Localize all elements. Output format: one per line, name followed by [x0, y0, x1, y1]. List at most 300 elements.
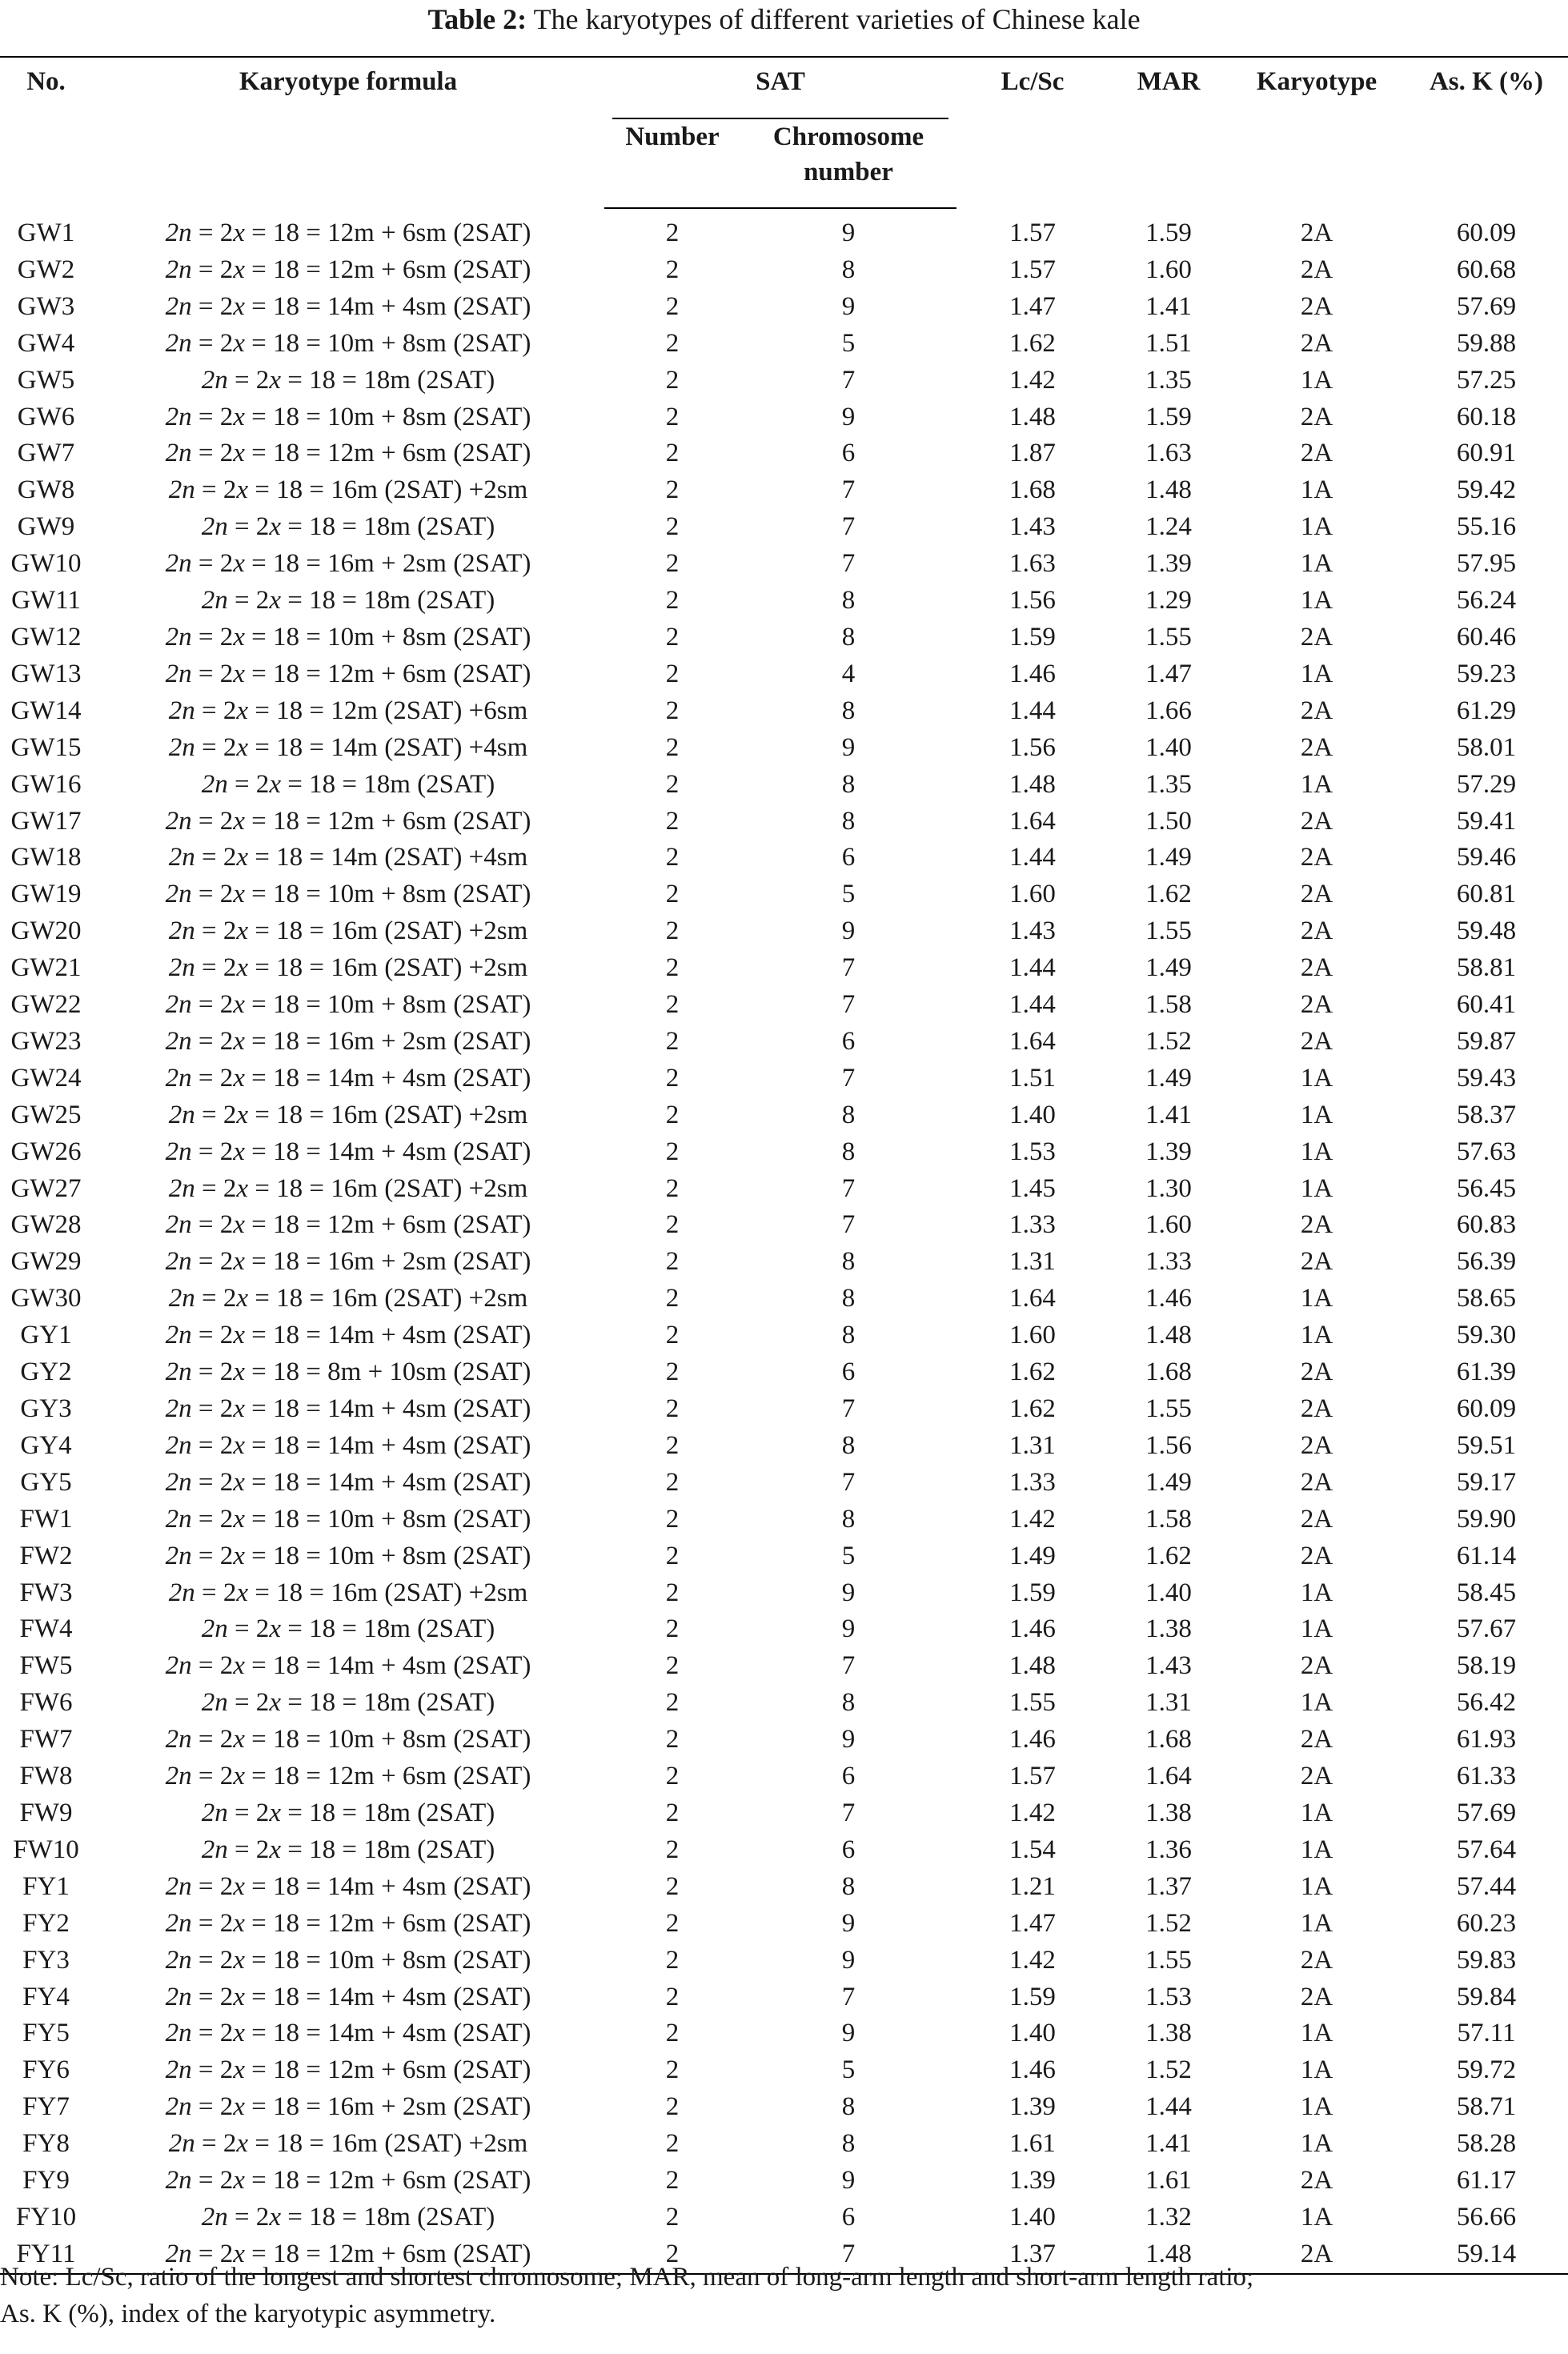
table-row: [0, 435, 1568, 472]
cell-karyotype: 1A: [1300, 769, 1333, 799]
formula-part: = 18 =: [244, 1504, 328, 1534]
formula-part: = 18 =: [244, 622, 328, 652]
formula-part: 2n: [168, 916, 195, 946]
formula-part: = 18 =: [248, 1173, 331, 1203]
formula-part: = 18 =: [244, 328, 328, 358]
table-row: [0, 1979, 1568, 2016]
cell-sat-number: 2: [665, 622, 680, 652]
formula-part: = 18 =: [244, 659, 328, 688]
formula-part: = 18 =: [280, 1614, 364, 1644]
formula-part: x: [269, 769, 281, 799]
cell-ask: 59.90: [1456, 1504, 1517, 1534]
cell-karyotype: 2A: [1300, 328, 1333, 358]
cell-mar: 1.66: [1145, 696, 1192, 725]
table-row: [0, 289, 1568, 326]
table-row: [0, 1611, 1568, 1648]
formula-part: = 18 =: [244, 1467, 328, 1497]
cell-ask: 60.46: [1456, 622, 1517, 652]
cell-no: GW5: [17, 365, 75, 395]
header-sat-chromosome-line2: number: [804, 158, 893, 186]
cell-mar: 1.58: [1145, 1504, 1192, 1534]
cell-sat-number: 2: [665, 1321, 680, 1350]
cell-mar: 1.53: [1145, 1982, 1192, 2011]
formula-part: 12m + 6sm (2SAT): [327, 1762, 531, 1791]
formula-part: = 18 =: [244, 1945, 328, 1975]
cell-karyotype: 2A: [1300, 439, 1333, 468]
cell-karyotype: 2A: [1300, 916, 1333, 946]
cell-no: FW3: [19, 1578, 73, 1607]
formula-part: 18m (2SAT): [363, 1798, 495, 1827]
cell-sat-number: 2: [665, 439, 680, 468]
cell-sat-chromosome: 8: [841, 2092, 856, 2122]
formula-part: 2n: [201, 769, 228, 799]
formula-part: 10m + 8sm (2SAT): [327, 880, 531, 909]
table-row: [0, 583, 1568, 620]
cell-karyotype: 2A: [1229, 2236, 1405, 2274]
cell-ask: 60.68: [1456, 255, 1517, 284]
cell-lcsc: 1.31: [1009, 1247, 1056, 1277]
formula-part: 2n: [168, 1173, 195, 1203]
cell-karyotype: 1A: [1300, 1908, 1333, 1938]
cell-sat-number: 2: [665, 291, 680, 321]
cell-lcsc: 1.56: [1009, 586, 1056, 616]
cell-sat-chromosome: 8: [841, 1688, 856, 1718]
cell-sat-chromosome: 7: [841, 1651, 856, 1681]
cell-sat-number: 2: [665, 1247, 680, 1277]
cell-sat-number: 2: [665, 1100, 680, 1129]
cell-karyotype: 1A: [1300, 1063, 1333, 1093]
table-header: [0, 57, 1568, 208]
cell-ask: 58.81: [1456, 953, 1517, 983]
cell-formula: [92, 2052, 604, 2089]
formula-part: = 2: [191, 2092, 234, 2122]
cell-lcsc: 1.45: [1009, 1173, 1056, 1203]
cell-karyotype: 1A: [1300, 2202, 1333, 2232]
formula-part: 14m + 4sm (2SAT): [327, 1394, 531, 1423]
formula-part: = 2: [191, 1908, 234, 1938]
formula-part: = 2: [227, 769, 270, 799]
cell-sat-chromosome: 6: [841, 1026, 856, 1056]
cell-ask: 59.30: [1456, 1321, 1517, 1350]
cell-sat-number: 2: [665, 475, 680, 505]
cell-karyotype: 2A: [1300, 1651, 1333, 1681]
caption-text: The karyotypes of different varieties of Chinese kale: [533, 3, 1141, 35]
formula-part: = 18 =: [244, 1908, 328, 1938]
cell-sat-number: 2: [665, 586, 680, 616]
cell-karyotype: 2A: [1300, 1394, 1333, 1423]
table-row: [0, 1061, 1568, 1097]
cell-mar: 1.62: [1145, 1541, 1192, 1570]
formula-part: = 2: [191, 806, 234, 836]
formula-part: = 2: [191, 1871, 234, 1901]
table-row: [0, 1134, 1568, 1171]
formula-part: x: [269, 1835, 281, 1864]
cell-formula: [92, 1758, 604, 1795]
formula-part: 2n: [165, 291, 192, 321]
cell-sat-chromosome: 8: [841, 696, 856, 725]
cell-mar: 1.60: [1145, 255, 1192, 284]
formula-part: 2n: [165, 806, 192, 836]
cell-sat-chromosome: 4: [841, 659, 856, 688]
formula-part: 2n: [165, 328, 192, 358]
table-row: [0, 1575, 1568, 1612]
formula-part: = 2: [191, 1247, 234, 1277]
cell-karyotype: 2A: [1300, 1762, 1333, 1791]
cell-ask: 58.37: [1456, 1100, 1517, 1129]
cell-no: GW4: [17, 328, 75, 358]
formula-part: x: [233, 1026, 245, 1056]
cell-formula: [92, 1685, 604, 1722]
formula-part: x: [233, 806, 245, 836]
cell-formula: [92, 435, 604, 472]
cell-karyotype: 1A: [1300, 1688, 1333, 1718]
formula-part: 16m (2SAT) +2sm: [331, 953, 528, 983]
formula-part: 14m (2SAT) +4sm: [331, 732, 528, 762]
formula-part: = 2: [227, 2202, 270, 2232]
cell-formula: [92, 399, 604, 436]
cell-formula: [92, 1244, 604, 1281]
cell-sat-chromosome: 7: [841, 1063, 856, 1093]
formula-part: 2n: [165, 1026, 192, 1056]
cell-sat-number: 2: [665, 2129, 680, 2159]
cell-ask: 59.23: [1456, 659, 1517, 688]
cell-formula: [92, 876, 604, 913]
formula-part: 2n: [165, 1982, 192, 2011]
cell-mar: 1.49: [1145, 1063, 1192, 1093]
formula-part: = 18 =: [248, 916, 331, 946]
formula-part: x: [233, 1394, 245, 1423]
cell-ask: 57.44: [1456, 1871, 1517, 1901]
cell-mar: 1.38: [1145, 1614, 1192, 1644]
formula-part: = 18 =: [244, 1137, 328, 1166]
table-row: [0, 208, 1568, 252]
formula-part: 2n: [165, 1504, 192, 1534]
cell-no: GW21: [10, 953, 82, 983]
cell-lcsc: 1.59: [1009, 1982, 1056, 2011]
cell-sat-chromosome: 5: [841, 1541, 856, 1570]
formula-part: = 18 =: [244, 1026, 328, 1056]
cell-no: GY2: [20, 1357, 72, 1387]
formula-part: = 2: [191, 255, 234, 284]
formula-part: = 18 =: [244, 1321, 328, 1350]
cell-lcsc: 1.64: [1009, 1026, 1056, 1056]
cell-mar: 1.52: [1145, 1026, 1192, 1056]
formula-part: = 18 =: [244, 291, 328, 321]
formula-part: 2n: [165, 1908, 192, 1938]
formula-part: = 18 =: [244, 1430, 328, 1460]
table-row: [0, 2163, 1568, 2200]
cell-ask: 61.39: [1456, 1357, 1517, 1387]
cell-formula: [92, 804, 604, 840]
formula-part: 12m + 6sm (2SAT): [327, 255, 531, 284]
cell-formula: [92, 1722, 604, 1758]
formula-part: x: [233, 2166, 245, 2196]
cell-ask: 57.25: [1456, 365, 1517, 395]
cell-no: GW16: [10, 769, 82, 799]
formula-part: 2n: [201, 2202, 228, 2232]
formula-part: = 2: [191, 1651, 234, 1681]
cell-ask: 55.16: [1456, 512, 1517, 542]
formula-part: = 18 =: [244, 1394, 328, 1423]
cell-formula: [92, 1795, 604, 1832]
formula-part: = 18 =: [244, 2166, 328, 2196]
cell-no: GW24: [10, 1063, 82, 1093]
formula-part: x: [269, 512, 281, 542]
cell-formula: [92, 326, 604, 363]
cell-lcsc: 1.39: [1009, 2166, 1056, 2196]
formula-part: = 2: [191, 1026, 234, 1056]
cell-sat-number: 2: [665, 402, 680, 431]
cell-lcsc: 1.68: [1009, 475, 1056, 505]
cell-mar: 1.39: [1145, 1137, 1192, 1166]
cell-karyotype: 2A: [1300, 1357, 1333, 1387]
formula-part: = 2: [191, 1137, 234, 1166]
cell-sat-chromosome: 9: [841, 1908, 856, 1938]
cell-formula: [92, 1207, 604, 1244]
table-row: [0, 1171, 1568, 1208]
table-row: [0, 252, 1568, 289]
formula-part: 2n: [165, 1394, 192, 1423]
cell-no: GW10: [10, 549, 82, 579]
cell-no: GW23: [10, 1026, 82, 1056]
formula-part: 10m + 8sm (2SAT): [327, 402, 531, 431]
cell-mar: 1.40: [1145, 1578, 1192, 1607]
cell-karyotype: 1A: [1300, 659, 1333, 688]
formula-part: = 18 =: [244, 880, 328, 909]
header-lcsc: Lc/Sc: [956, 57, 1109, 208]
cell-formula: [92, 2163, 604, 2200]
table-caption: [0, 0, 1568, 37]
cell-lcsc: 1.48: [1009, 402, 1056, 431]
formula-part: 2n: [201, 1688, 228, 1718]
cell-karyotype: 2A: [1300, 1725, 1333, 1754]
cell-sat-chromosome: 5: [841, 328, 856, 358]
cell-karyotype: 1A: [1300, 549, 1333, 579]
formula-part: = 18 =: [248, 696, 331, 725]
cell-sat-number: 2: [665, 2055, 680, 2085]
formula-part: 10m + 8sm (2SAT): [327, 622, 531, 652]
formula-part: 14m + 4sm (2SAT): [327, 1430, 531, 1460]
cell-mar: 1.49: [1145, 1467, 1192, 1497]
cell-karyotype: 1A: [1300, 1100, 1333, 1129]
table-row: [0, 1428, 1568, 1465]
cell-no: FY1: [22, 1871, 70, 1901]
cell-no: GW18: [10, 843, 82, 872]
formula-part: = 18 =: [244, 1982, 328, 2011]
formula-part: = 18 =: [280, 586, 364, 616]
formula-part: 2n: [168, 475, 195, 505]
cell-formula: [92, 1575, 604, 1612]
formula-part: = 2: [191, 659, 234, 688]
table-row: [0, 876, 1568, 913]
cell-no: GY4: [20, 1430, 72, 1460]
formula-part: 12m (2SAT) +6sm: [331, 696, 528, 725]
cell-formula: [92, 2200, 604, 2236]
formula-part: 18m (2SAT): [363, 2202, 495, 2232]
cell-karyotype: 2A: [1300, 255, 1333, 284]
header-ask: As. K (%): [1405, 57, 1568, 208]
table-row: [0, 1538, 1568, 1575]
formula-part: = 2: [227, 1835, 270, 1864]
cell-ask: 57.64: [1456, 1835, 1517, 1864]
cell-karyotype: 1A: [1300, 475, 1333, 505]
formula-part: = 18 =: [248, 2129, 331, 2159]
cell-ask: 59.46: [1456, 843, 1517, 872]
cell-no: GW1: [17, 218, 75, 247]
formula-part: = 18 =: [280, 365, 364, 395]
cell-sat-chromosome: 8: [841, 1504, 856, 1534]
cell-formula: [92, 1317, 604, 1354]
cell-lcsc: 1.60: [1009, 880, 1056, 909]
cell-karyotype: 2A: [1300, 291, 1333, 321]
cell-ask: 59.84: [1456, 1982, 1517, 2011]
cell-sat-chromosome: 8: [841, 1100, 856, 1129]
cell-sat-number: 2: [604, 2236, 740, 2274]
cell-sat-number: 2: [665, 549, 680, 579]
formula-part: 18m (2SAT): [363, 586, 495, 616]
formula-part: x: [233, 1137, 245, 1166]
formula-part: 2n: [165, 402, 192, 431]
cell-sat-number: 2: [665, 1688, 680, 1718]
formula-part: 2n: [165, 1651, 192, 1681]
cell-mar: 1.55: [1145, 1945, 1192, 1975]
cell-sat-chromosome: 6: [841, 1357, 856, 1387]
cell-lcsc: 1.61: [1009, 2129, 1056, 2159]
table-row: [0, 326, 1568, 363]
cell-lcsc: 1.44: [1009, 843, 1056, 872]
header-no: No.: [0, 57, 92, 208]
table-row: [0, 1465, 1568, 1502]
cell-mar: 1.55: [1145, 1394, 1192, 1423]
cell-mar: 1.63: [1145, 439, 1192, 468]
formula-part: = 18 =: [244, 1541, 328, 1570]
formula-part: 2n: [165, 1137, 192, 1166]
formula-part: x: [233, 1321, 245, 1350]
cell-ask: 58.19: [1456, 1651, 1517, 1681]
formula-part: = 18 =: [280, 1798, 364, 1827]
cell-ask: 59.14: [1405, 2236, 1568, 2274]
formula-part: 2n: [165, 880, 192, 909]
formula-part: x: [233, 1908, 245, 1938]
formula-part: x: [269, 1614, 281, 1644]
formula-part: 14m + 4sm (2SAT): [327, 291, 531, 321]
formula-part: = 2: [227, 512, 270, 542]
cell-formula: [92, 289, 604, 326]
formula-part: x: [233, 990, 245, 1020]
cell-ask: 61.17: [1456, 2166, 1517, 2196]
formula-part: x: [233, 1945, 245, 1975]
cell-sat-number: 2: [665, 1982, 680, 2011]
formula-part: x: [233, 1467, 245, 1497]
cell-sat-chromosome: 9: [841, 291, 856, 321]
cell-sat-chromosome: 8: [841, 1284, 856, 1313]
formula-part: = 18 =: [248, 475, 331, 505]
cell-lcsc: 1.62: [1009, 1357, 1056, 1387]
cell-sat-chromosome: 7: [740, 2236, 956, 2274]
formula-part: = 18 =: [244, 806, 328, 836]
formula-part: 12m + 6sm (2SAT): [327, 1908, 531, 1938]
formula-part: = 2: [191, 1063, 234, 1093]
formula-part: = 2: [191, 439, 234, 468]
table-row: [0, 1244, 1568, 1281]
formula-part: = 18 =: [280, 512, 364, 542]
formula-part: 18m (2SAT): [363, 1614, 495, 1644]
formula-part: = 2: [191, 622, 234, 652]
table-row: [0, 804, 1568, 840]
cell-karyotype: 2A: [1300, 953, 1333, 983]
formula-part: = 2: [191, 1504, 234, 1534]
cell-formula: [92, 1979, 604, 2016]
cell-sat-chromosome: 7: [841, 1467, 856, 1497]
cell-mar: 1.38: [1145, 1798, 1192, 1827]
cell-ask: 59.41: [1456, 806, 1517, 836]
cell-formula: [92, 2126, 604, 2163]
formula-part: 2n: [201, 1614, 228, 1644]
cell-lcsc: 1.43: [1009, 916, 1056, 946]
cell-sat-chromosome: 6: [841, 1835, 856, 1864]
formula-part: x: [233, 880, 245, 909]
formula-part: = 2: [194, 843, 237, 872]
cell-mar: 1.49: [1145, 953, 1192, 983]
cell-formula: [92, 1354, 604, 1391]
formula-part: 2n: [168, 1578, 195, 1607]
cell-no: GW22: [10, 990, 82, 1020]
cell-formula: [92, 950, 604, 987]
formula-part: = 2: [191, 1210, 234, 1240]
cell-ask: 57.11: [1457, 2019, 1516, 2048]
formula-part: 2n: [165, 2019, 192, 2048]
formula-part: = 2: [227, 586, 270, 616]
formula-part: = 2: [194, 1284, 237, 1313]
cell-ask: 56.39: [1456, 1247, 1517, 1277]
cell-karyotype: 1A: [1300, 2092, 1333, 2122]
formula-part: = 2: [191, 1394, 234, 1423]
formula-part: 12m + 6sm (2SAT): [327, 1210, 531, 1240]
formula-part: 2n: [165, 1725, 192, 1754]
cell-karyotype: 2A: [1300, 843, 1333, 872]
cell-ask: 60.18: [1456, 402, 1517, 431]
formula-part: = 18 =: [280, 769, 364, 799]
cell-sat-chromosome: 7: [841, 549, 856, 579]
formula-part: x: [236, 732, 249, 762]
cell-sat-number: 2: [665, 1430, 680, 1460]
formula-part: x: [236, 953, 249, 983]
cell-karyotype: 1A: [1300, 1835, 1333, 1864]
formula-part: 2n: [165, 2239, 192, 2268]
formula-part: 12m + 6sm (2SAT): [327, 218, 531, 247]
formula-part: 10m + 8sm (2SAT): [327, 1541, 531, 1570]
cell-no: GW3: [17, 291, 75, 321]
formula-part: x: [233, 622, 245, 652]
cell-mar: 1.35: [1145, 365, 1192, 395]
cell-formula: [92, 1134, 604, 1171]
formula-part: 2n: [201, 1835, 228, 1864]
formula-part: 10m + 8sm (2SAT): [327, 1945, 531, 1975]
table-row: [0, 730, 1568, 767]
formula-part: = 2: [191, 2019, 234, 2048]
cell-ask: 61.33: [1456, 1762, 1517, 1791]
formula-part: 14m + 4sm (2SAT): [327, 1063, 531, 1093]
cell-sat-chromosome: 6: [841, 439, 856, 468]
cell-lcsc: 1.42: [1009, 365, 1056, 395]
table-row: [0, 2052, 1568, 2089]
cell-ask: 61.14: [1456, 1541, 1517, 1570]
cell-formula: [92, 2089, 604, 2126]
cell-ask: 56.66: [1456, 2202, 1517, 2232]
cell-formula: [92, 583, 604, 620]
formula-part: x: [233, 1541, 245, 1570]
cell-ask: 59.43: [1456, 1063, 1517, 1093]
